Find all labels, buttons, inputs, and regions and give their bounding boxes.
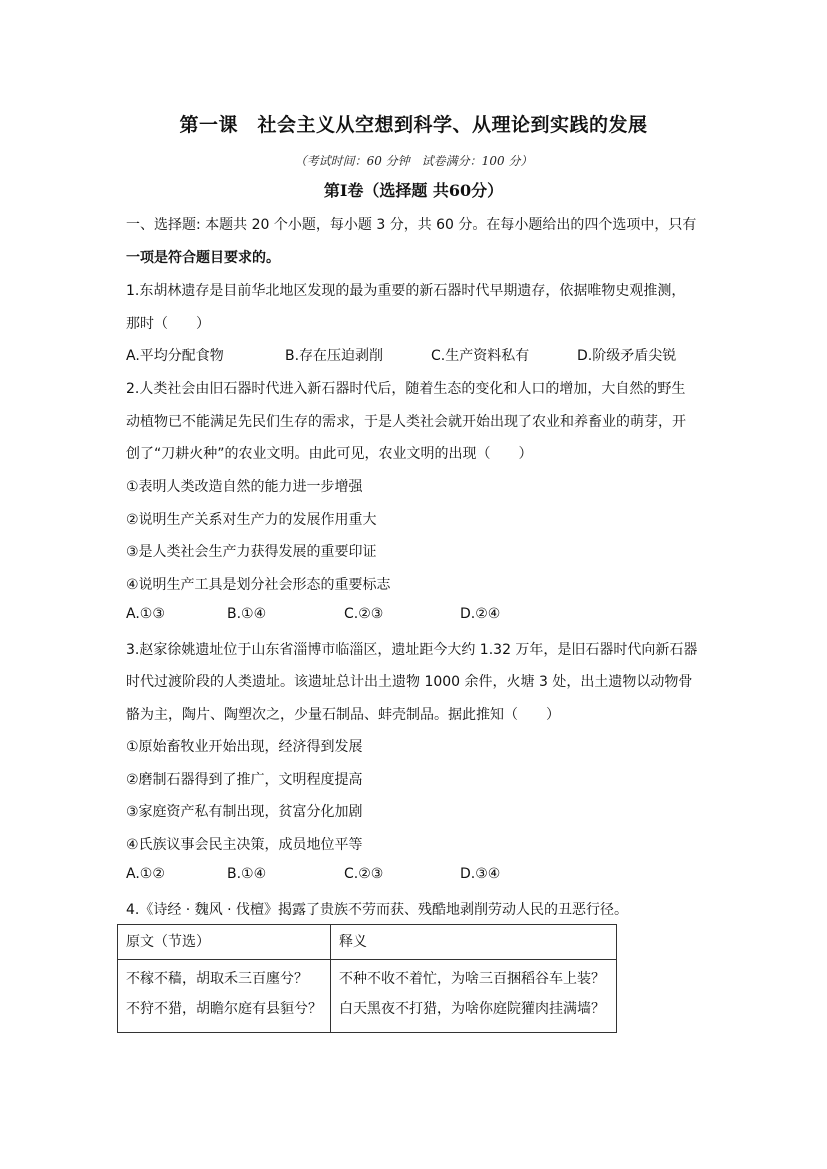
table-header-original: 原文（节选） [118, 925, 331, 960]
q3-stem-line-1: 3.赵家徐姚遗址位于山东省淄博市临淄区，遗址距今大约 1.32 万年，是旧石器时代向新石器 [126, 642, 698, 658]
q3-option-c[interactable]: C.②③ [344, 866, 384, 882]
exam-info: （考试时间：60 分钟 试卷满分：100 分） [294, 154, 533, 168]
q1-stem-line-2: 那时（ ） [126, 316, 210, 332]
q2-option-a[interactable]: A.①③ [126, 606, 165, 622]
q2-item-4: ④说明生产工具是划分社会形态的重要标志 [126, 577, 391, 593]
instructions-line-2: 一项是符合题目要求的。 [126, 250, 280, 266]
q2-item-1: ①表明人类改造自然的能力进一步增强 [126, 479, 363, 495]
original-line-1: 不稼不穑，胡取禾三百廛兮？ [126, 971, 308, 987]
q1-option-a[interactable]: A.平均分配食物 [126, 348, 224, 364]
q1-option-c[interactable]: C.生产资料私有 [431, 348, 530, 364]
page-title: 第一课 社会主义从空想到科学、从理论到实践的发展 [179, 114, 648, 136]
q1-stem-line-1: 1.东胡林遗存是目前华北地区发现的最为重要的新石器时代早期遗存，依据唯物史观推测， [126, 283, 686, 299]
meaning-line-1: 不种不收不着忙，为啥三百捆稻谷车上装？ [339, 971, 605, 987]
q3-options [126, 866, 716, 886]
q3-item-2: ②磨制石器得到了推广，文明程度提高 [126, 772, 363, 788]
q2-item-2: ②说明生产关系对生产力的发展作用重大 [126, 512, 377, 528]
q2-stem-line-3: 创了“刀耕火种”的农业文明。由此可见，农业文明的出现（ ） [126, 446, 533, 462]
q3-option-d[interactable]: D.③④ [460, 866, 501, 882]
q3-stem-line-2: 时代过渡阶段的人类遗址。该遗址总计出土遗物 1000 余件，火塘 3 处，出土遗物以动物骨 [126, 674, 693, 690]
meaning-line-2: 白天黑夜不打猎，为啥你庭院獾肉挂满墙？ [339, 1001, 605, 1017]
table-cell-original [118, 960, 331, 1033]
q2-options [126, 606, 716, 626]
instructions-line-1: 一、选择题: 本题共 20 个小题，每小题 3 分，共 60 分。在每小题给出的四个选项中，只有 [126, 217, 697, 233]
q2-option-c[interactable]: C.②③ [344, 606, 384, 622]
q3-stem-line-3: 骼为主，陶片、陶塑次之，少量石制品、蚌壳制品。据此推知（ ） [126, 707, 560, 723]
q4-stem: 4.《诗经 · 魏风 · 伐檀》揭露了贵族不劳而获、残酷地剥削劳动人民的丑恶行径。 [126, 902, 629, 918]
q3-option-b[interactable]: B.①④ [227, 866, 267, 882]
table-header-meaning: 释义 [331, 925, 617, 960]
section-heading: 第Ⅰ卷（选择题 共60分） [323, 181, 504, 200]
q2-stem-line-1: 2.人类社会由旧石器时代进入新石器时代后，随着生态的变化和人口的增加，大自然的野生 [126, 381, 686, 397]
q2-option-d[interactable]: D.②④ [460, 606, 501, 622]
q3-item-3: ③家庭资产私有制出现，贫富分化加剧 [126, 804, 363, 820]
table-cell-meaning [331, 960, 617, 1033]
q1-option-d[interactable]: D.阶级矛盾尖锐 [577, 348, 677, 364]
original-line-2: 不狩不猎，胡瞻尔庭有县貆兮？ [126, 1001, 322, 1017]
q4-table [117, 924, 617, 1033]
q1-option-b[interactable]: B.存在压迫剥削 [285, 348, 384, 364]
q2-stem-line-2: 动植物已不能满足先民们生存的需求，于是人类社会就开始出现了农业和养畜业的萌芽，开 [126, 414, 686, 430]
q2-item-3: ③是人类社会生产力获得发展的重要印证 [126, 544, 377, 560]
q1-options [126, 345, 716, 365]
q3-item-4: ④氏族议事会民主决策，成员地位平等 [126, 837, 363, 853]
q3-option-a[interactable]: A.①② [126, 866, 165, 882]
table-header-row [118, 925, 617, 960]
q2-option-b[interactable]: B.①④ [227, 606, 267, 622]
q3-item-1: ①原始畜牧业开始出现，经济得到发展 [126, 739, 363, 755]
table-row [118, 960, 617, 1033]
